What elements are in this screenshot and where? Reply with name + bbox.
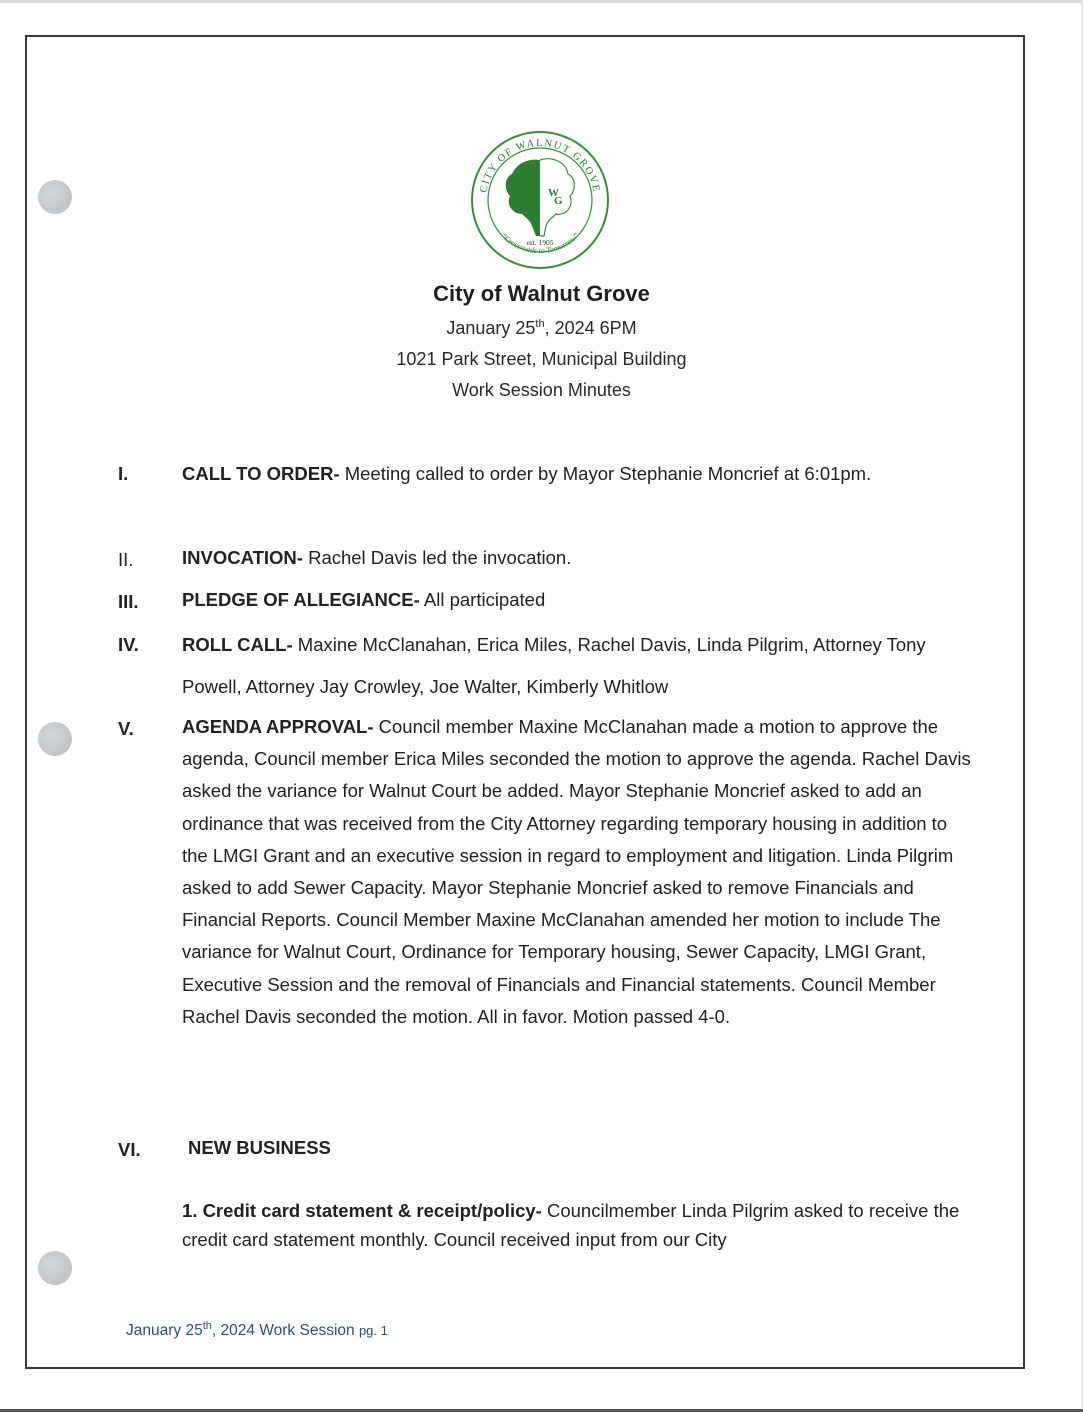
new-business-item-label: 1. Credit card statement & receipt/policy- <box>182 1200 542 1221</box>
section-label: AGENDA APPROVAL- <box>182 716 374 737</box>
section-numeral: VI. <box>118 1139 141 1160</box>
document-type: Work Session Minutes <box>452 380 631 400</box>
section-body <box>182 453 972 495</box>
section-numeral: I. <box>118 463 129 484</box>
document-title: City of Walnut Grove <box>433 281 650 306</box>
section-numeral: III. <box>118 591 139 612</box>
section-numeral: IV. <box>118 634 139 655</box>
section-text: All participated <box>419 589 546 610</box>
section-numeral: II. <box>118 549 134 570</box>
new-business-item-credit-card <box>182 1196 972 1254</box>
footer-date-rest: , 2024 Work Session <box>211 1322 355 1339</box>
page-footer <box>126 1319 388 1340</box>
meeting-date-day: January 25 <box>446 318 536 338</box>
meeting-date-ordinal: th <box>535 318 545 330</box>
punch-hole-bottom <box>38 1251 72 1285</box>
footer-date-day: January 25 <box>126 1322 203 1339</box>
section-text: Maxine McClanahan, Erica Miles, Rachel Davis, Linda Pilgrim, Attorney Tony Powell, Attorney Jay Crowley, Joe Walter, Kimberly Whitlow <box>182 634 926 697</box>
footer-date-ordinal: th <box>202 1319 212 1332</box>
section-label: NEW BUSINESS <box>188 1137 331 1158</box>
section-body <box>182 624 972 708</box>
seal-monogram-w: W <box>548 187 559 199</box>
section-text: Rachel Davis led the invocation. <box>302 547 572 568</box>
section-body <box>182 542 972 574</box>
punch-hole-top <box>38 180 72 214</box>
section-body <box>182 584 972 616</box>
new-business-item-text: Councilmember Linda Pilgrim asked to receive the credit card statement monthly. Council received input from our City <box>182 1200 960 1250</box>
section-label: INVOCATION- <box>182 547 303 568</box>
page-number: pg. 1 <box>358 1323 388 1338</box>
seal-motto: “Crossroads to Tomorrow” <box>499 231 581 256</box>
section-body <box>188 1132 978 1164</box>
section-body <box>182 711 972 1033</box>
section-text: Council member Maxine McClanahan made a motion to approve the agenda, Council member Erica Miles seconded the motion to approve the agenda. Rachel Davis asked the variance for Walnut Court be added. Mayor Stephanie Moncrief asked to add an ordinance that was received from the City Attorney regarding temporary housing in addition to the LMGI Grant and an executive session in regard to employment and litigation. Linda Pilgrim asked to add Sewer Capacity. Mayor Stephanie Moncrief asked to remove Financials and Financial Reports. Council Member Maxine McClanahan amended her motion to include The variance for Walnut Court, Ordinance for Temporary housing, Sewer Capacity, LMGI Grant, Executive Session and the removal of Financials and Financial statements. Council Member Rachel Davis seconded the motion. All in favor. Motion passed 4-0. <box>182 716 971 1027</box>
tree-green-half-icon <box>506 160 540 236</box>
city-seal-logo <box>468 128 612 272</box>
meeting-location: 1021 Park Street, Municipal Building <box>396 349 687 369</box>
meeting-date <box>0 318 1083 339</box>
seal-monogram-g: G <box>554 195 563 207</box>
section-text: Meeting called to order by Mayor Stephanie Moncrief at 6:01pm. <box>339 463 872 484</box>
seal-ring-text: CITY OF WALNUT GROVE <box>478 138 602 194</box>
seal-established: est. 1905 <box>526 238 554 247</box>
punch-hole-middle <box>38 722 72 756</box>
meeting-date-year-time: , 2024 6PM <box>544 318 637 338</box>
scan-top-edge <box>0 0 1083 3</box>
section-label: ROLL CALL- <box>182 634 293 655</box>
section-label: CALL TO ORDER- <box>182 463 340 484</box>
section-numeral: V. <box>118 718 134 739</box>
section-label: PLEDGE OF ALLEGIANCE- <box>182 589 420 610</box>
